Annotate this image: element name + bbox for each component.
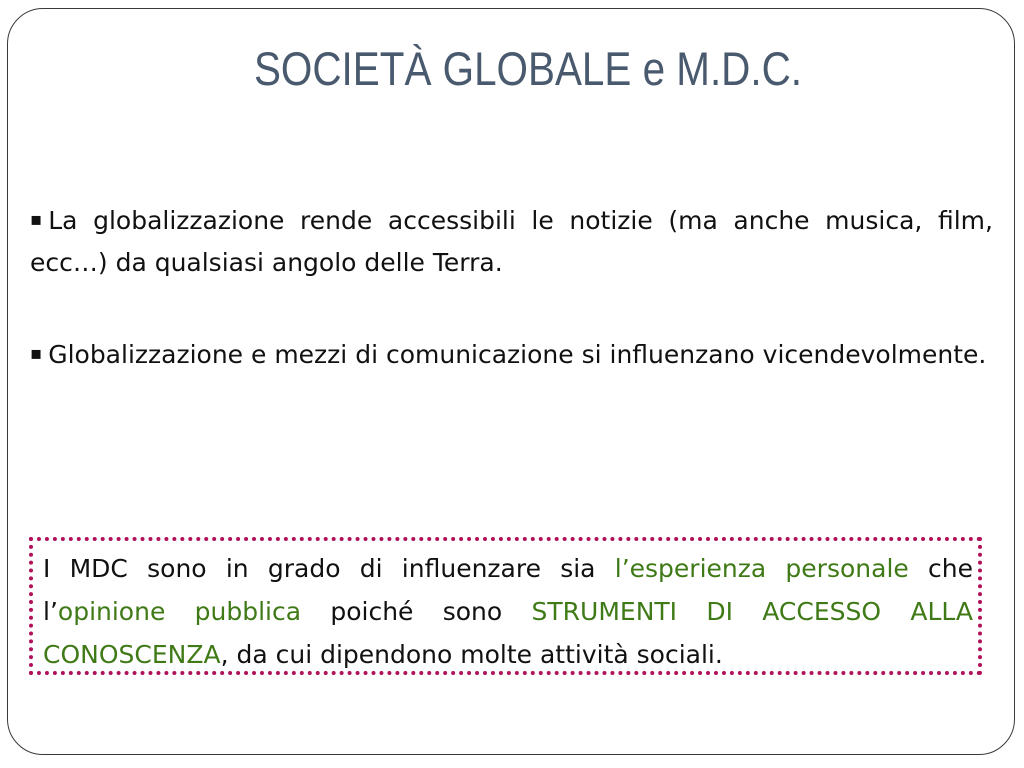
bullet-paragraph-2 bbox=[30, 333, 993, 376]
slide bbox=[7, 8, 1015, 755]
bullet-marker-icon: ▪ bbox=[30, 343, 43, 364]
bullet-marker-icon: ▪ bbox=[30, 209, 43, 230]
highlight-public-opinion: opinione pubblica bbox=[57, 597, 302, 626]
callout-part-4: , da cui dipendono molte attività sociali. bbox=[220, 640, 723, 669]
bullet-text-1: La globalizzazione rende accessibili le notizie (ma anche musica, film, ecc…) da qualsiasi angolo delle Terra. bbox=[30, 206, 993, 277]
callout-part-3: poiché sono bbox=[301, 597, 532, 626]
callout-part-2: che l’ bbox=[43, 554, 973, 626]
slide-title: SOCIETÀ GLOBALE e M.D.C. bbox=[253, 42, 803, 95]
bullet-text-2: Globalizzazione e mezzi di comunicazione si influenzano vicendevolmente. bbox=[48, 340, 987, 369]
callout-part-1: I MDC sono in grado di influenzare sia bbox=[43, 554, 615, 583]
highlight-access-tools: STRUMENTI DI ACCESSO ALLA CONOSCENZA bbox=[43, 597, 973, 669]
highlight-personal-experience: l’esperienza personale bbox=[614, 554, 909, 583]
callout-text bbox=[43, 547, 973, 676]
bullet-paragraph-1 bbox=[30, 199, 993, 284]
callout-box bbox=[29, 537, 982, 675]
